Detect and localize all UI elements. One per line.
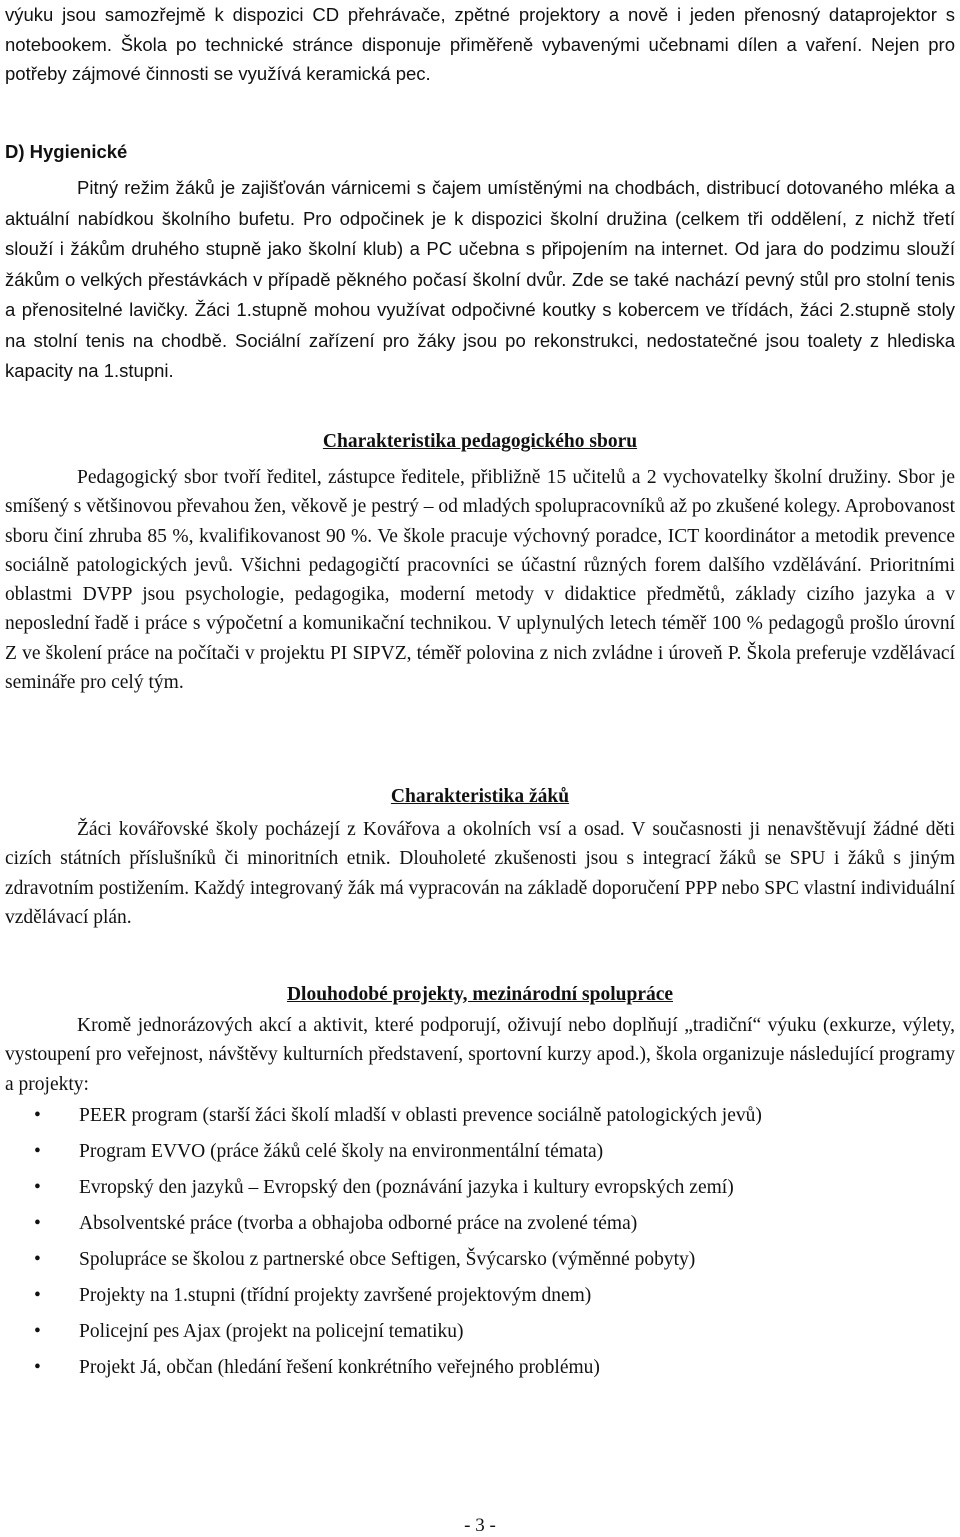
list-item-text: Policejní pes Ajax (projekt na policejní tematiku) — [79, 1320, 464, 1342]
list-item-text: Evropský den jazyků – Evropský den (poznávání jazyka i kultury evropských zemí) — [79, 1176, 734, 1198]
list-item — [0, 1245, 955, 1274]
list-item-text: PEER program (starší žáci školí mladší v oblasti prevence sociálně patologických jevů) — [79, 1105, 762, 1126]
hygiene-section-title: D) Hygienické — [5, 141, 128, 162]
projects-heading: Dlouhodobé projekty, mezinárodní spolupráce — [286, 984, 674, 1005]
hygiene-paragraph: Pitný režim žáků je zajišťován várnicemi s čajem umístěnými na chodbách, distribucí dotovaného mléka a aktuální nabídkou školního bufetu. Pro odpočinek je k dispozici školní družina (celkem tři oddělení, z nichž třetí slouží i žákům druhého stupně jako školní klub) a PC učebna s připojením na internet. Od jara do podzimu slouží žákům o velkých přestávkách v případě pěkného počasí školní dvůr. Zde se také nachází pevný stůl pro stolní tenis a přenositelné lavičky. Žáci 1.stupně mohou využívat odpočivné koutky s kobercem ve třídách, žáci 2.stupně stoly na stolní tenis na chodbě. Sociální zařízení pro žáky jsou po rekonstrukci, nedostatečné jsou toalety z hlediska kapacity na 1.stupni. — [5, 177, 955, 381]
list-item-text: Program EVVO (práce žáků celé školy na environmentální témata) — [79, 1140, 604, 1162]
list-item — [0, 1317, 955, 1346]
list-item — [0, 1353, 955, 1382]
bullet-icon: • — [34, 1248, 41, 1270]
bullet-icon: • — [34, 1105, 41, 1126]
list-item — [0, 1209, 955, 1238]
bullet-icon: • — [34, 1284, 41, 1306]
list-item — [0, 1137, 955, 1166]
staff-paragraph: Pedagogický sbor tvoří ředitel, zástupce ředitele, přibližně 15 učitelů a 2 vychovatelky školní družiny. Sbor je smíšený s většinovou převahou žen, věkově je pestrý – od mladých spolupracovníků až po zkušené kolegy. Aprobovanost sboru činí zhruba 85 %, kvalifikovanost 90 %. Ve škole pracuje výchovný poradce, ICT koordinátor a metodik prevence sociálně patologických jevů. Všichni pedagogičtí pracovníci se účastní různých forem dalšího vzdělávání. Prioritními oblastmi DVPP jsou psychologie, pedagogika, moderní metody v didaktice předmětů, základy cizího jazyka a v neposlední řadě i práce s výpočetní a komunikační technikou. V uplynulých letech téměř 100 % pedagogů prošlo úrovní Z ve školení práce na počítači v projektu PI SIPVZ, téměř polovina z nich zvládne i úroveň P. Škola preferuje vzdělávací semináře pro celý tým. — [5, 467, 955, 694]
list-item — [0, 1173, 955, 1202]
list-item-text: Projekty na 1.stupni (třídní projekty završené projektovým dnem) — [79, 1284, 592, 1306]
list-item-text: Projekt Já, občan (hledání řešení konkrétního veřejného problému) — [79, 1356, 600, 1378]
staff-heading: Charakteristika pedagogického sboru — [322, 431, 638, 452]
bullet-icon: • — [34, 1212, 41, 1234]
bullet-icon: • — [34, 1140, 41, 1162]
page-number: - 3 - — [464, 1515, 496, 1536]
intro-paragraph: výuku jsou samozřejmě k dispozici CD přehrávače, zpětné projektory a nově i jeden přenosný dataprojektor s notebookem. Škola po technické stránce disponuje přiměřeně vybavenými učebnami dílen a vaření. Nejen pro potřeby zájmové činnosti se využívá keramická pec. — [5, 4, 955, 84]
list-item-text: Absolventské práce (tvorba a obhajoba odborné práce na zvolené téma) — [79, 1212, 638, 1234]
pupils-paragraph: Žáci kovářovské školy pocházejí z Kovářova a okolních vsí a osad. V současnosti ji nenavštěvují žádné děti cizích státních příslušníků či minoritních etnik. Dlouholeté zkušenosti jsou s integrací žáků se SPU i žáků s jiným zdravotním postižením. Každý integrovaný žák má vypracován na základě doporučení PPP nebo SPC vlastní individuální vzdělávací plán. — [5, 819, 955, 928]
bullet-icon: • — [34, 1320, 41, 1342]
pupils-heading: Charakteristika žáků — [390, 786, 570, 807]
list-item — [0, 1281, 955, 1310]
projects-paragraph: Kromě jednorázových akcí a aktivit, které podporují, oživují nebo doplňují „tradiční“ výuku (exkurze, výlety, vystoupení pro veřejnost, návštěvy kulturních představení, sportovní kurzy apod.), škola organizuje následující programy a projekty: — [5, 1015, 955, 1095]
bullet-icon: • — [34, 1356, 41, 1378]
list-item-text: Spolupráce se školou z partnerské obce Seftigen, Švýcarsko (výměnné pobyty) — [79, 1248, 696, 1270]
bullet-icon: • — [34, 1176, 41, 1198]
projects-list — [0, 1101, 955, 1389]
list-item — [0, 1101, 955, 1130]
